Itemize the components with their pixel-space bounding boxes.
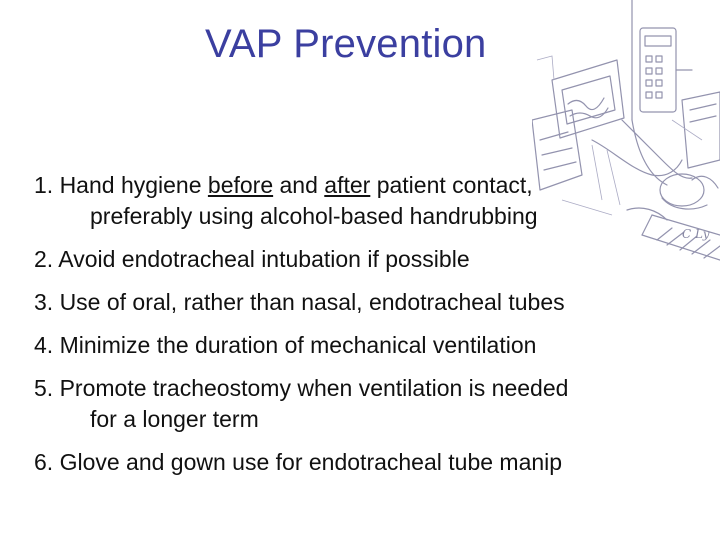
list-item-4 (34, 330, 694, 361)
list-item-1-prefix: 1. Hand hygiene (34, 172, 208, 198)
list-item-5-line1: 5. Promote tracheostomy when ventilation is needed (34, 375, 569, 401)
list-item-5 (34, 373, 694, 435)
underlined-after: after (324, 172, 371, 198)
list-item-1-mid: and (273, 172, 325, 198)
list-item-1-line1 (34, 170, 694, 201)
prevention-list (34, 170, 694, 490)
list-item-6-text: 6. Glove and gown use for endotracheal tube manip (34, 449, 563, 475)
slide-title: VAP Prevention (205, 22, 487, 66)
list-item-1-line2: preferably using alcohol-based handrubbing (90, 203, 538, 229)
list-item-2-text: 2. Avoid endotracheal intubation if possible (34, 246, 470, 272)
list-item-3 (34, 287, 694, 318)
list-item-4-text: 4. Minimize the duration of mechanical ventilation (34, 332, 537, 358)
list-item-2 (34, 244, 694, 275)
list-item-1 (34, 170, 694, 232)
list-item-5-line2: for a longer term (90, 406, 259, 432)
list-item-3-text: 3. Use of oral, rather than nasal, endotracheal tubes (34, 289, 565, 315)
list-item-6 (34, 447, 694, 478)
list-item-1-suffix: patient contact, (370, 172, 533, 198)
illustration-signature: C Ly (682, 227, 710, 241)
underlined-before: before (207, 172, 274, 198)
